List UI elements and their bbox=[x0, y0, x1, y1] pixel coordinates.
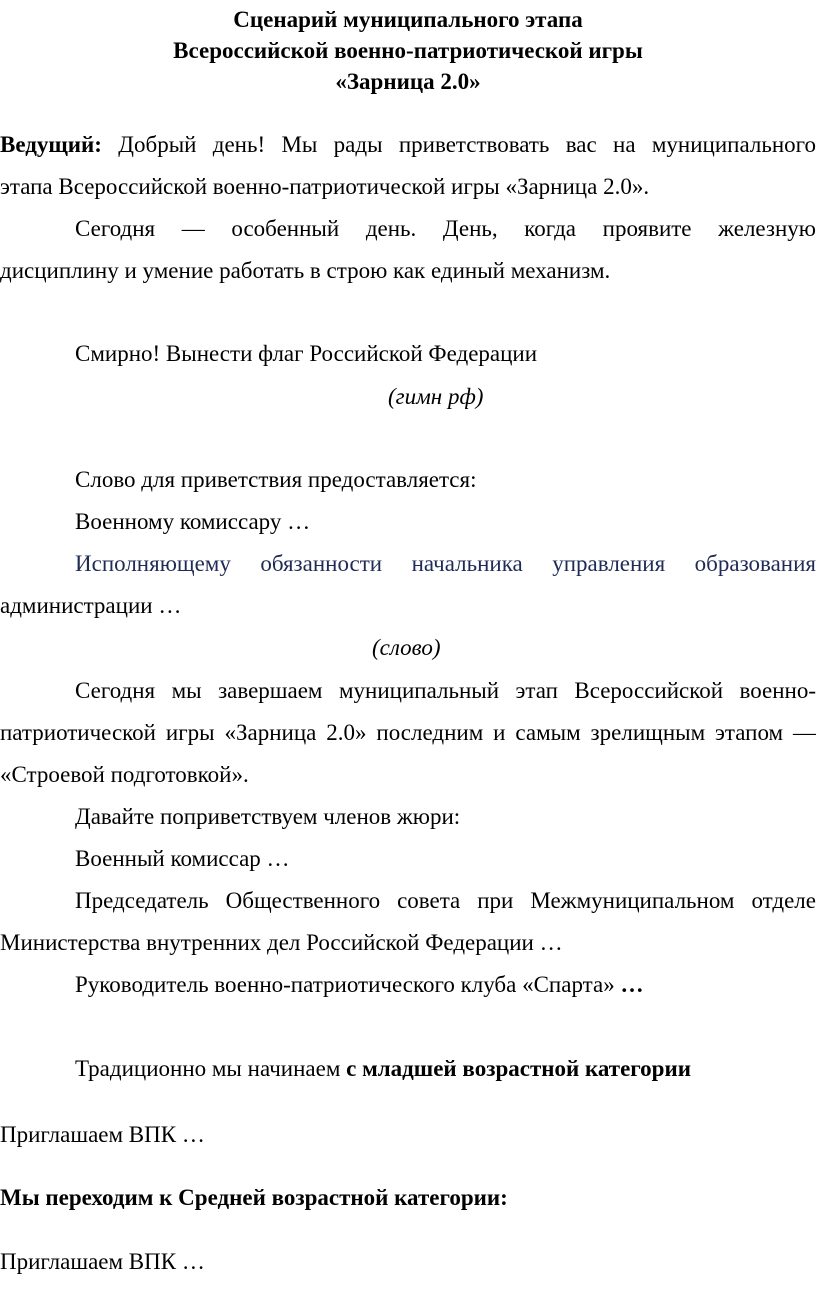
junior-lead: Традиционно мы начинаем bbox=[75, 1056, 347, 1081]
jury-intro: Давайте поприветствуем членов жюри: bbox=[75, 804, 461, 829]
jury-2-line-1: Председатель Общественного совета при Межмуниципальном отделе bbox=[75, 888, 816, 913]
middle-category-heading: Мы переходим к Средней возрастной категории: bbox=[0, 1185, 508, 1210]
title-line-1: Сценарий муниципального этапа bbox=[233, 7, 583, 32]
jury-1: Военный комиссар … bbox=[75, 846, 290, 871]
anthem-note: (гимн рф) bbox=[388, 384, 484, 409]
finish-line-1: Сегодня мы завершаем муниципальный этап Всероссийской военно- bbox=[75, 678, 816, 703]
junior-line bbox=[75, 1055, 691, 1083]
invite-2: Приглашаем ВПК … bbox=[0, 1249, 205, 1274]
intro-line-1 bbox=[0, 131, 816, 159]
greeting-1: Военному комиссару … bbox=[75, 509, 311, 534]
command-line: Смирно! Вынести флаг Российской Федерации bbox=[75, 341, 538, 366]
greeting-intro: Слово для приветствия предоставляется: bbox=[75, 467, 477, 492]
jury-2-line-2: Министерства внутренних дел Российской Федерации … bbox=[0, 930, 563, 955]
today-line-2: дисциплину и умение работать в строю как единый механизм. bbox=[0, 258, 611, 283]
title-line-3: «Зарница 2.0» bbox=[335, 69, 481, 94]
speaker-label: Ведущий: bbox=[0, 132, 102, 157]
jury-3-text: Руководитель военно-патриотического клуба «Спарта» bbox=[75, 972, 621, 997]
intro-line-2: этапа Всероссийской военно-патриотической игры «Зарница 2.0». bbox=[0, 174, 650, 199]
today-line-1: Сегодня — особенный день. День, когда проявите железную bbox=[75, 216, 816, 241]
jury-3 bbox=[75, 971, 643, 999]
greeting-2-line-2: администрации … bbox=[0, 593, 182, 618]
document-title bbox=[0, 4, 816, 97]
jury-3-ellipsis: … bbox=[620, 972, 644, 997]
finish-line-3: «Строевой подготовкой». bbox=[0, 762, 249, 787]
title-line-2: Всероссийской военно-патриотической игры bbox=[173, 38, 643, 63]
word-note: (слово) bbox=[372, 635, 441, 660]
invite-1: Приглашаем ВПК … bbox=[0, 1122, 205, 1147]
greeting-2-line-1: Исполняющему обязанности начальника управления образования bbox=[75, 551, 816, 576]
intro-text: Добрый день! Мы рады приветствовать вас на муниципального bbox=[118, 132, 816, 157]
finish-line-2: патриотической игры «Зарница 2.0» последним и самым зрелищным этапом — bbox=[0, 720, 816, 745]
junior-category: с младшей возрастной категории bbox=[346, 1056, 691, 1081]
